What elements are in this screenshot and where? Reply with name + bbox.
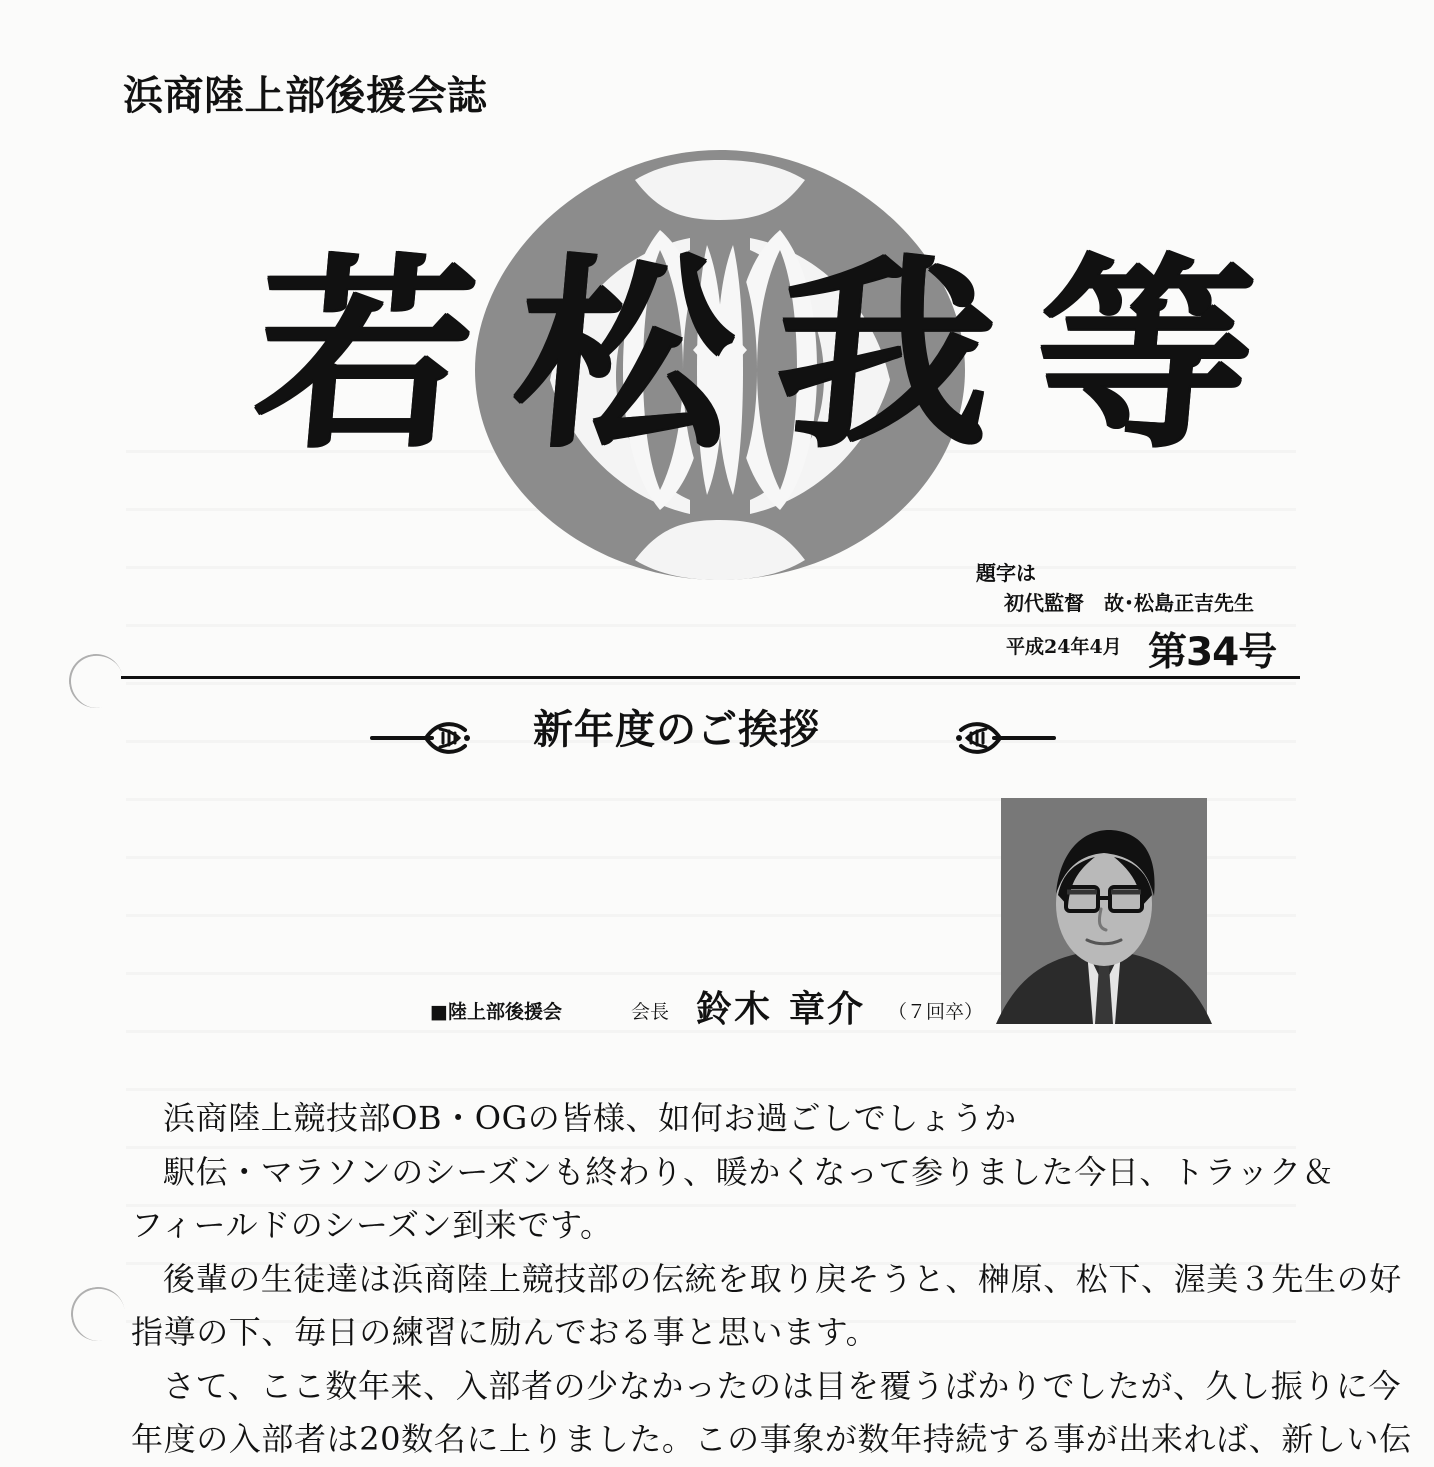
author-class-year: （７回卒） [888, 1001, 984, 1023]
issue-date: 平成24年4月 [1006, 636, 1122, 658]
author-organization: ■陸上部後援会 [430, 1001, 562, 1023]
body-line: フィールドのシーズン到来です。 [131, 1206, 613, 1244]
punch-hole-mark [67, 1283, 130, 1346]
masthead-char-2: 松 [505, 235, 739, 475]
header-divider [121, 676, 1300, 679]
decorative-flourish-icon [370, 716, 472, 760]
body-line: 浜商陸上競技部OB・OGの皆様、如何お過ごしでしょうか [163, 1099, 1017, 1137]
masthead-char-4: 等 [1024, 235, 1258, 475]
author-given-name: 章介 [789, 988, 866, 1030]
decorative-flourish-icon [954, 716, 1056, 760]
author-portrait-icon [1001, 798, 1207, 1024]
masthead-char-1: 若 [245, 235, 479, 475]
masthead-char-3: 我 [764, 235, 998, 475]
calligraphy-credit-label: 題字は [976, 561, 1036, 585]
author-byline [430, 979, 990, 1029]
punch-hole-mark [64, 649, 128, 713]
masthead-title [222, 235, 1281, 475]
body-line: 後輩の生徒達は浜商陸上競技部の伝統を取り戻そうと、榊原、松下、渥美３先生の好 [163, 1259, 1402, 1298]
calligrapher-name: 初代監督 故･松島正吉先生 [1004, 591, 1254, 615]
article-body [131, 1092, 1412, 1467]
body-line: 指導の下、毎日の練習に励んでおる事と思います。 [131, 1313, 879, 1351]
author-role: 会長 [631, 1001, 670, 1023]
author-family-name: 鈴木 [696, 988, 773, 1030]
issue-number: 第34号 [1148, 630, 1277, 675]
section-title: 新年度のご挨拶 [533, 707, 820, 753]
publication-subtitle: 浜商陸上部後援会誌 [123, 73, 488, 119]
body-line: さて、ここ数年来、入部者の少なかったのは目を覆うばかりでしたが、久し振りに今 [163, 1366, 1402, 1405]
body-line: 年度の入部者は20数名に上りました。この事象が数年持続する事が出来れば、新しい伝 [131, 1420, 1412, 1458]
body-line: 駅伝・マラソンのシーズンも終わり、暖かくなって参りました今日、トラック＆ [163, 1152, 1335, 1191]
